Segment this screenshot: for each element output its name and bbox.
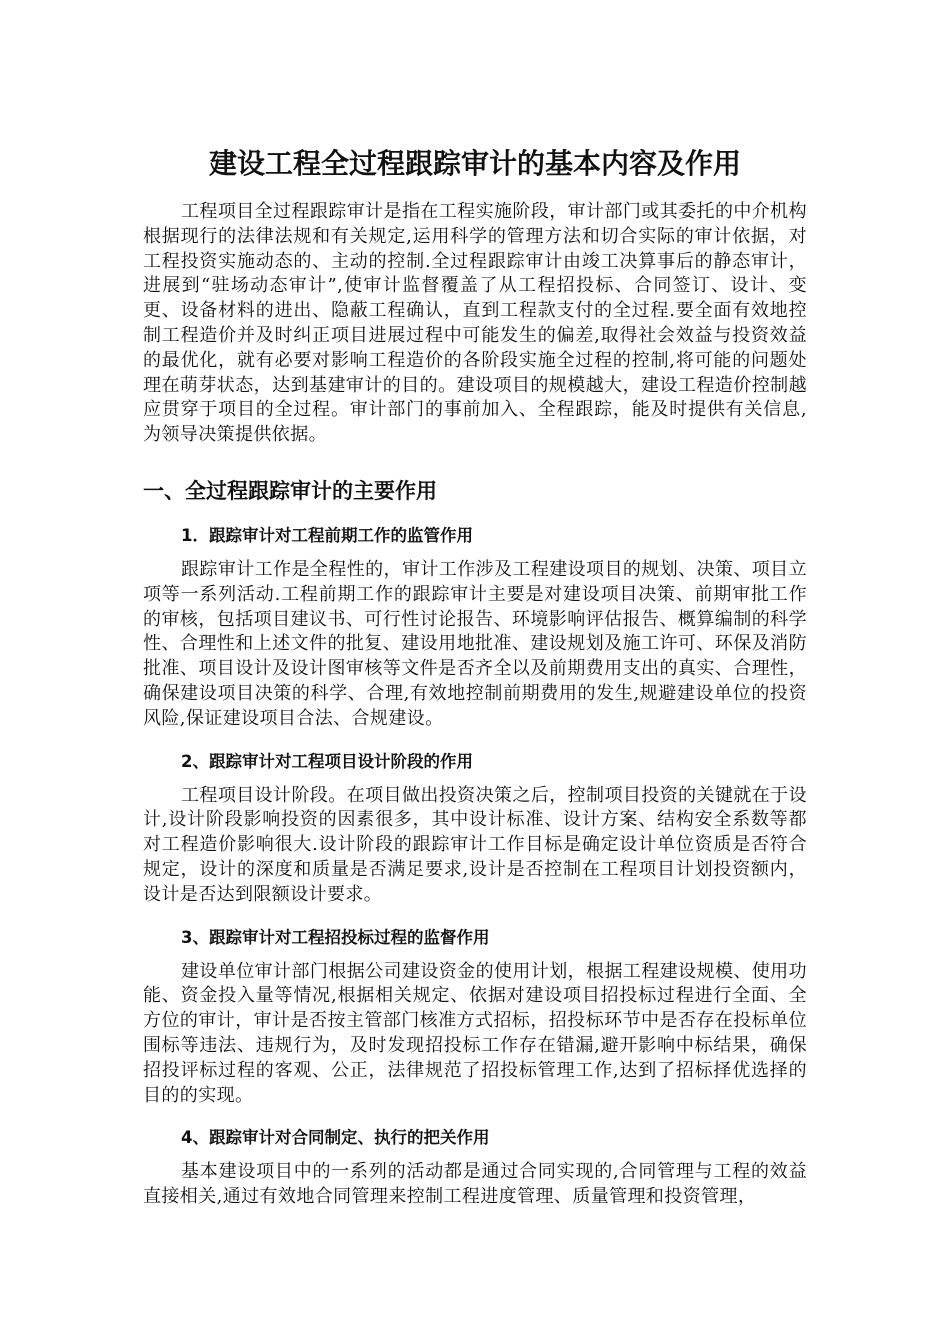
subsection-heading-2: 2、跟踪审计对工程项目设计阶段的作用 xyxy=(181,751,473,771)
subsection-paragraph-4: 基本建设项目中的一系列的活动都是通过合同实现的,合同管理与工程的效益直接相关,通过有效地合同管理来控制工程进度管理、质量管理和投资管理， xyxy=(143,1161,807,1208)
subsection-paragraph-1: 跟踪审计工作是全程性的，审计工作涉及工程建设项目的规划、决策、项目立项等一系列活动.工程前期工作的跟踪审计主要是对建设项目决策、前期审批工作的审核，包括项目建议书、可行性讨论报告、环境影响评估报告、概算编制的科学性、合理性和上述文件的批复、建设用地批准、建设规划及施工许可、环保及消防批准、项目设计及设计图审核等文件是否齐全以及前期费用支出的真实、合理性，确保建设项目决策的科学、合理,有效地控制前期费用的发生,规避建设单位的投资风险,保证建设项目合法、合规建设。 xyxy=(143,558,807,729)
subsection-heading-3: 3、跟踪审计对工程招投标过程的监督作用 xyxy=(181,927,490,947)
subsection-paragraph-3: 建设单位审计部门根据公司建设资金的使用计划，根据工程建设规模、使用功能、资金投入量等情况,根据相关规定、依据对建设项目招投标过程进行全面、全方位的审计，审计是否按主管部门核准方式招标，招投标环节中是否存在投标单位围标等违法、违规行为，及时发现招投标工作存在错漏,避开影响中标结果，确保招投评标过程的客观、公正，法律规范了招投标管理工作,达到了招标择优选择的目的的实现。 xyxy=(143,960,807,1106)
intro-paragraph: 工程项目全过程跟踪审计是指在工程实施阶段，审计部门或其委托的中介机构根据现行的法律法规和有关规定,运用科学的管理方法和切合实际的审计依据，对工程投资实施动态的、主动的控制.全过程跟踪审计由竣工决算事后的静态审计，进展到“驻场动态审计”,使审计监督覆盖了从工程招投标、合同签订、设计、变更、设备材料的进出、隐蔽工程确认，直到工程款支付的全过程.要全面有效地控制工程造价并及时纠正项目进展过程中可能发生的偏差,取得社会效益与投资效益的最优化，就有必要对影响工程造价的各阶段实施全过程的控制,将可能的问题处理在萌芽状态，达到基建审计的目的。建设项目的规模越大，建设工程造价控制越应贯穿于项目的全过程。审计部门的事前加入、全程跟踪，能及时提供有关信息,为领导决策提供依据。 xyxy=(143,201,807,446)
subsection-heading-1: 1．跟踪审计对工程前期工作的监管作用 xyxy=(181,525,473,545)
section-heading: 一、全过程跟踪审计的主要作用 xyxy=(143,478,437,503)
subsection-paragraph-2: 工程项目设计阶段。在项目做出投资决策之后，控制项目投资的关键就在于设计,设计阶段影响投资的因素很多，其中设计标准、设计方案、结构安全系数等都对工程造价影响很大.设计阶段的跟踪审计工作目标是确定设计单位资质是否符合规定，设计的深度和质量是否满足要求,设计是否控制在工程项目计划投资额内，设计是否达到限额设计要求。 xyxy=(143,784,807,905)
subsection-heading-4: 4、跟踪审计对合同制定、执行的把关作用 xyxy=(181,1128,490,1148)
document-title: 建设工程全过程跟踪审计的基本内容及作用 xyxy=(208,147,741,180)
